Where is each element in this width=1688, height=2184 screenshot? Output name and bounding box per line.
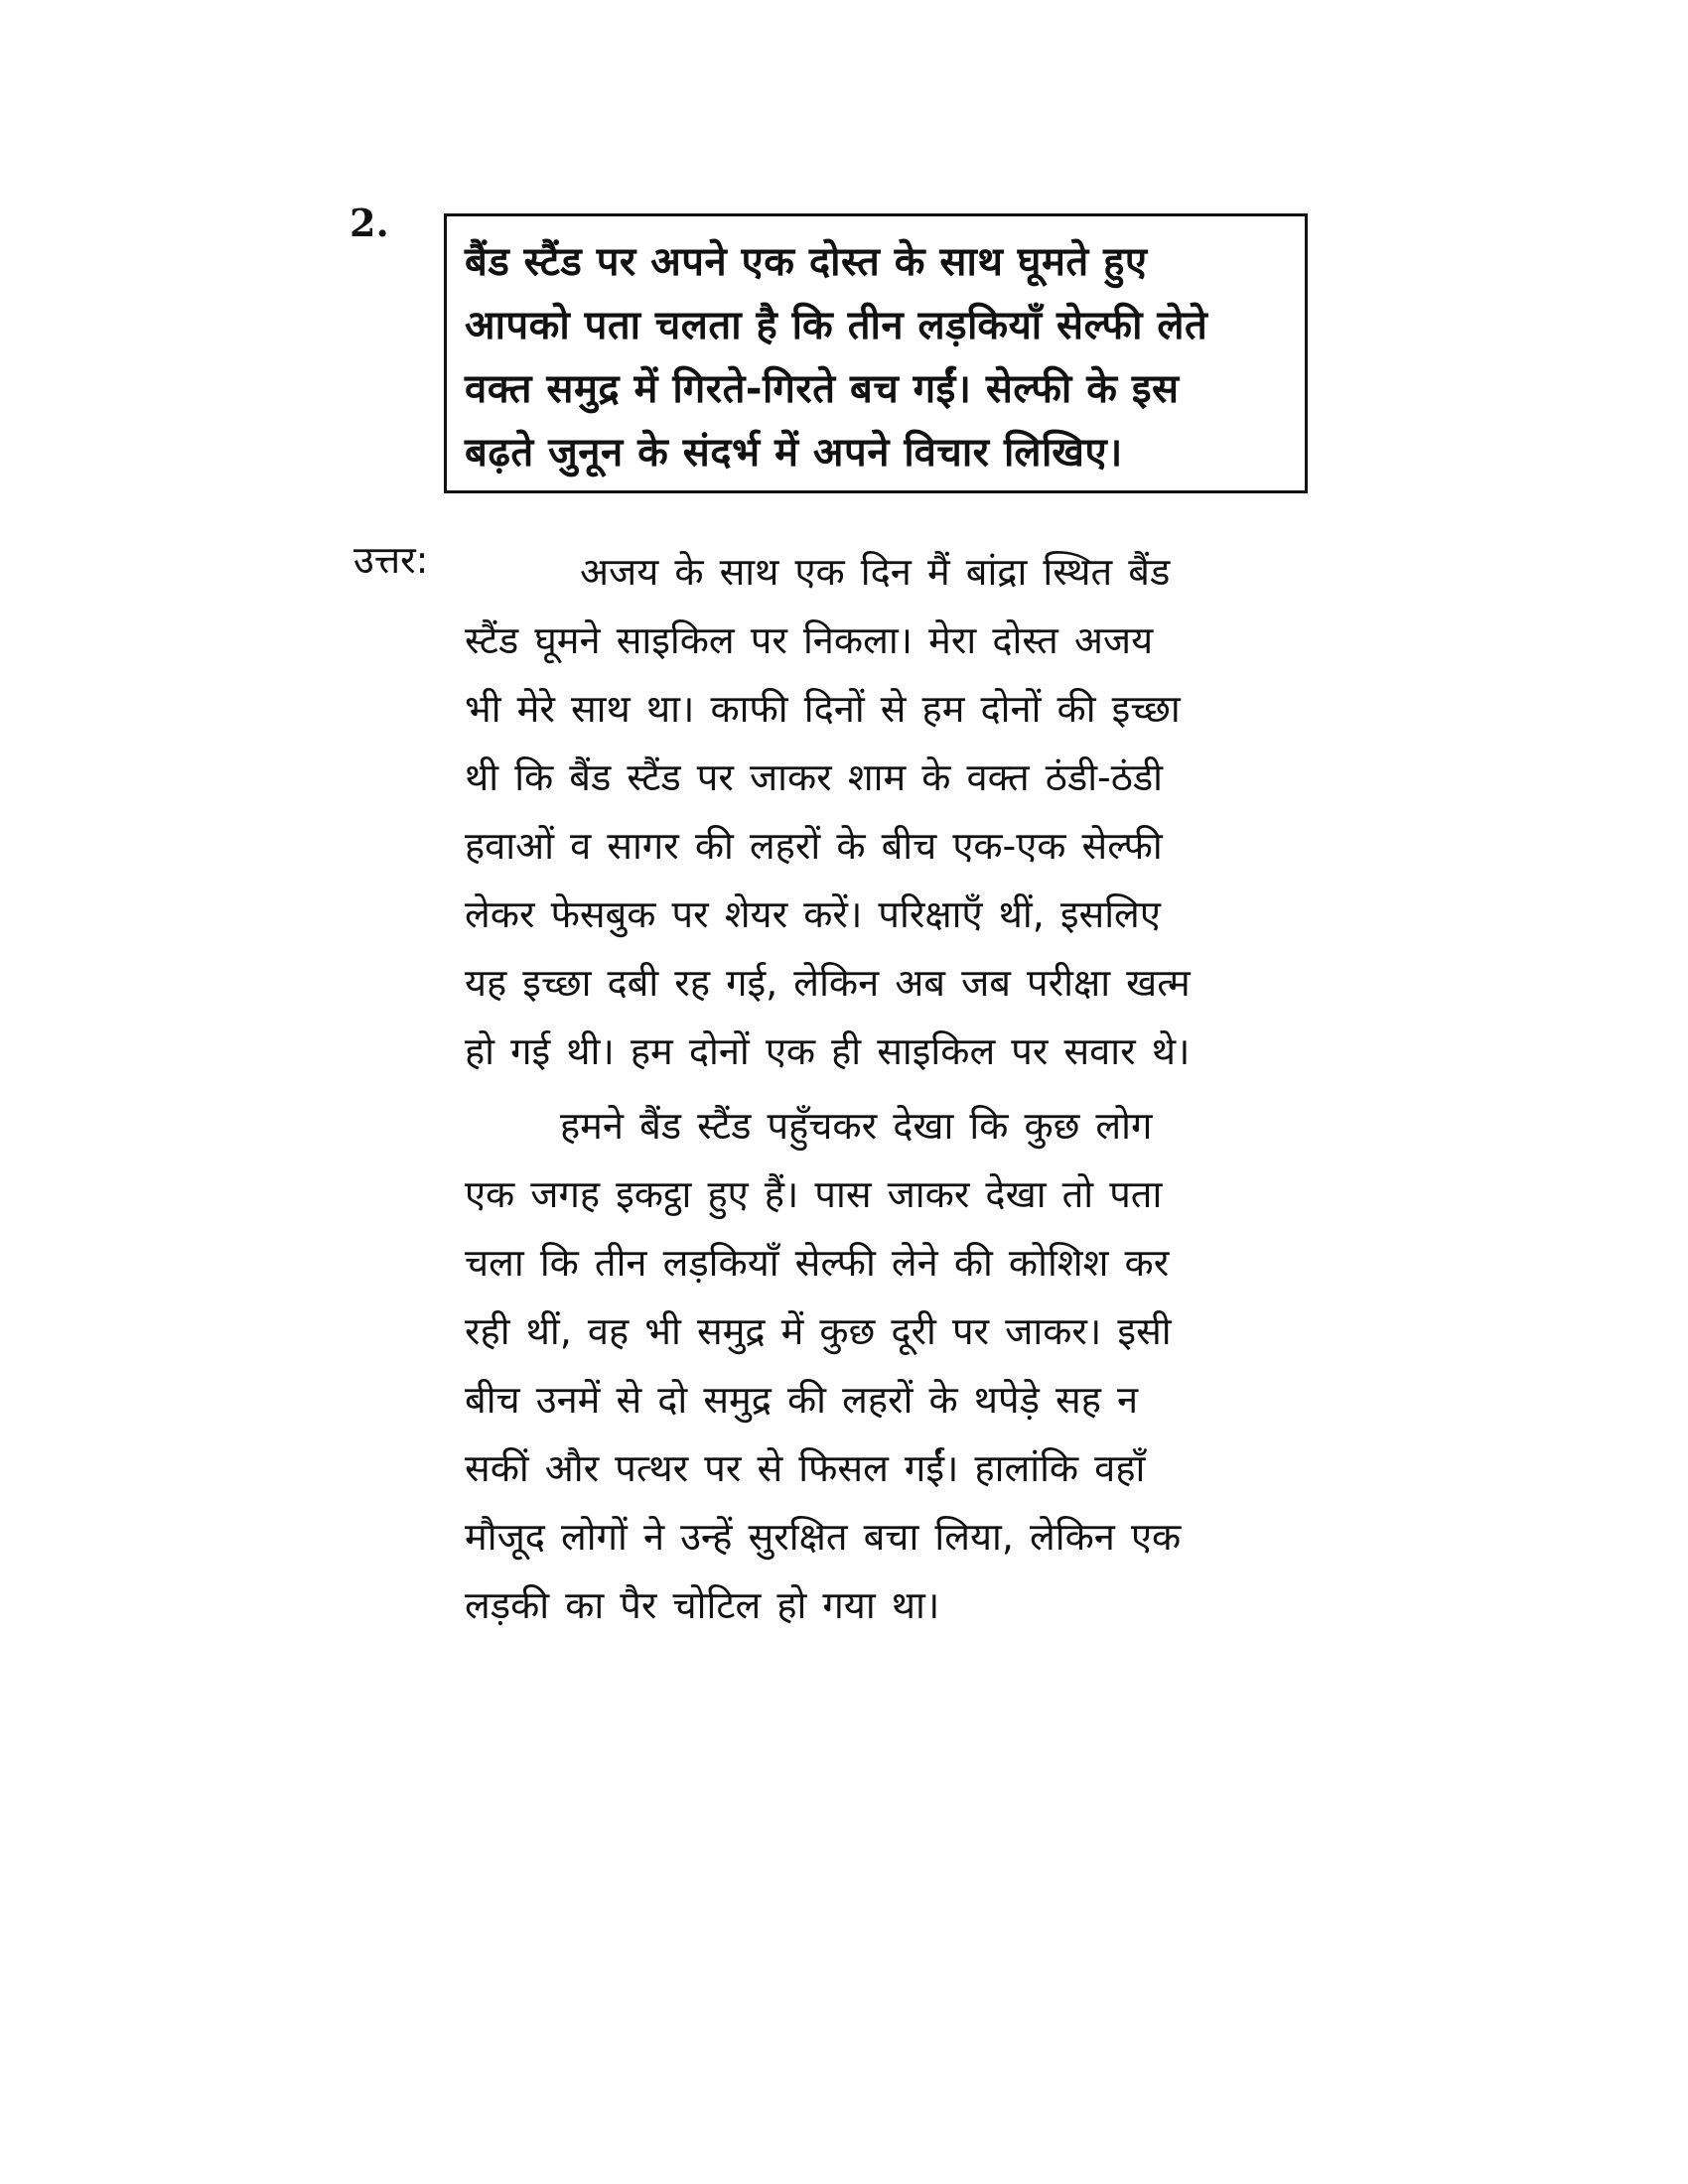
- answer-line: थी कि बैंड स्टैंड पर जाकर शाम के वक्त ठंडी-ठंडी: [465, 755, 1164, 799]
- question-box: [444, 213, 1308, 493]
- answer-line: हो गई थी। हम दोनों एक ही साइकिल पर सवार थे।: [465, 1029, 1191, 1073]
- answer-paragraph-2: [465, 1092, 1309, 1640]
- answer-line: हवाओं व सागर की लहरों के बीच एक-एक सेल्फी: [465, 824, 1163, 868]
- answer-line: सकीं और पत्थर पर से फिसल गईं। हालांकि वहाँ: [465, 1446, 1146, 1490]
- answer-label: उत्तर:: [353, 538, 429, 582]
- question-line: बैंड स्टैंड पर अपने एक दोस्त के साथ घूमते हुए: [465, 239, 1148, 285]
- answer-line: मौजूद लोगों ने उन्हें सुरक्षित बचा लिया, लेकिन एक: [465, 1515, 1182, 1559]
- answer-line: स्टैंड घूमने साइकिल पर निकला। मेरा दोस्त अजय: [465, 618, 1154, 662]
- answer-line: चला कि तीन लड़कियाँ सेल्फी लेने की कोशिश कर: [465, 1241, 1170, 1285]
- answer-line: यह इच्छा दबी रह गई, लेकिन अब जब परीक्षा खत्म: [465, 961, 1191, 1005]
- question-number: 2.: [350, 201, 389, 245]
- question-line: वक्त समुद्र में गिरते-गिरते बच गईं। सेल्फी के इस: [465, 366, 1180, 412]
- answer-line: अजय के साथ एक दिन मैं बांद्रा स्थित बैंड: [580, 550, 1171, 594]
- answer-line: एक जगह इकट्ठा हुए हैं। पास जाकर देखा तो पता: [465, 1172, 1163, 1216]
- answer-line: हमने बैंड स्टैंड पहुँचकर देखा कि कुछ लोग: [560, 1104, 1153, 1148]
- answer-paragraph-1: [465, 538, 1309, 1086]
- answer-line: लेकर फेसबुक पर शेयर करें। परिक्षाएँ थीं, इसलिए: [465, 892, 1161, 936]
- answer-line: रही थीं, वह भी समुद्र में कुछ दूरी पर जाकर। इसी: [465, 1309, 1172, 1353]
- question-line: आपको पता चलता है कि तीन लड़कियाँ सेल्फी लेते: [465, 303, 1208, 348]
- question-line: बढ़ते जुनून के संदर्भ में अपने विचार लिखिए।: [465, 430, 1123, 476]
- answer-line: बीच उनमें से दो समुद्र की लहरों के थपेड़े सह न: [465, 1378, 1139, 1422]
- answer-line: भी मेरे साथ था। काफी दिनों से हम दोनों की इच्छा: [465, 687, 1181, 731]
- answer-line: लड़की का पैर चोटिल हो गया था।: [465, 1583, 940, 1627]
